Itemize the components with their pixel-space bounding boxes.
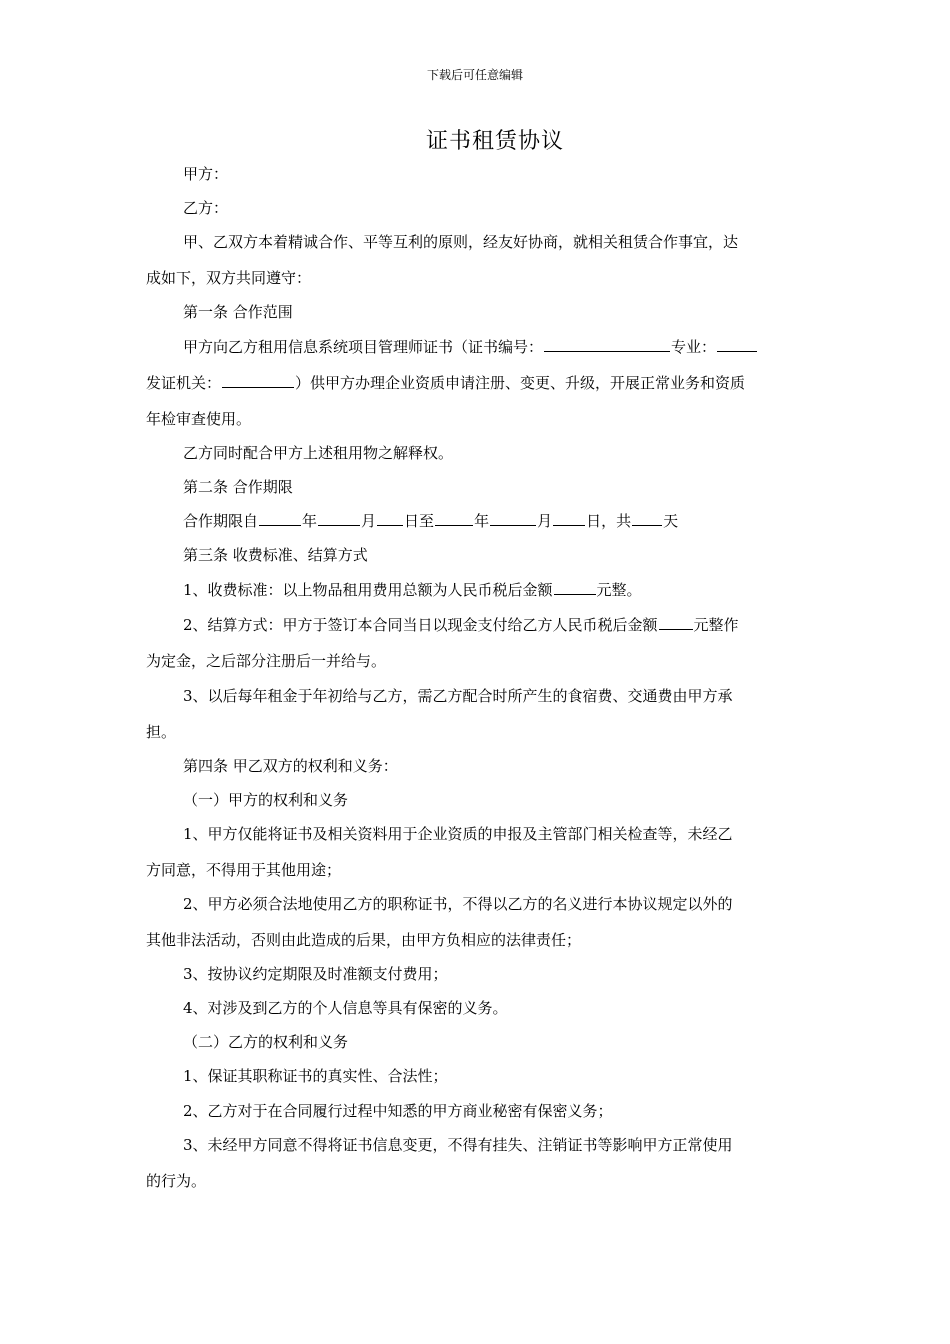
article-1-usage-text: ）供甲方办理企业资质申请注册、变更、升级，开展正常业务和资质 bbox=[295, 374, 746, 392]
article-1-line-1 bbox=[183, 337, 853, 357]
settlement-text: 2、结算方式：甲方于签订本合同当日以现金支付给乙方人民币税后金额 bbox=[183, 616, 658, 634]
party-b-duty-1: 1、保证其职称证书的真实性、合法性； bbox=[183, 1067, 448, 1085]
deposit-unit-text: 元整作 bbox=[693, 616, 739, 634]
period-start-label: 合作期限自 bbox=[183, 512, 259, 530]
article-1-line-3: 年检审查使用。 bbox=[146, 410, 252, 428]
article-3-item-3: 3、以后每年租金于年初给与乙方，需乙方配合时所产生的食宿费、交通费由甲方承 bbox=[183, 687, 733, 705]
month-label: 月 bbox=[537, 512, 553, 530]
fee-amount-blank[interactable] bbox=[554, 580, 596, 595]
article-3-item-1 bbox=[183, 580, 853, 600]
article-3-item-3-cont: 担。 bbox=[146, 723, 177, 741]
party-a-label: 甲方： bbox=[183, 165, 229, 183]
party-a-rights-heading: （一）甲方的权利和义务 bbox=[183, 791, 349, 809]
month-label: 月 bbox=[361, 512, 377, 530]
day-to-label: 日至 bbox=[404, 512, 435, 530]
start-day-blank[interactable] bbox=[377, 511, 403, 526]
party-a-duty-2-cont: 其他非法活动，否则由此造成的后果，由甲方负相应的法律责任； bbox=[146, 931, 582, 949]
issuing-authority-label: 发证机关： bbox=[146, 374, 222, 392]
intro-line-1: 甲、乙双方本着精诚合作、平等互利的原则，经友好协商，就相关租赁合作事宜，达 bbox=[183, 233, 739, 251]
article-2-heading: 第二条 合作期限 bbox=[183, 478, 293, 496]
major-blank[interactable] bbox=[717, 337, 757, 352]
article-4-heading: 第四条 甲乙双方的权利和义务： bbox=[183, 757, 398, 775]
party-a-duty-1: 1、甲方仅能将证书及相关资料用于企业资质的申报及主管部门相关检查等，未经乙 bbox=[183, 825, 733, 843]
party-b-rights-heading: （二）乙方的权利和义务 bbox=[183, 1033, 349, 1051]
article-1-text: 甲方向乙方租用信息系统项目管理师证书（证书编号： bbox=[183, 338, 544, 356]
end-year-blank[interactable] bbox=[435, 511, 473, 526]
party-b-duty-3: 3、未经甲方同意不得将证书信息变更，不得有挂失、注销证书等影响甲方正常使用 bbox=[183, 1136, 733, 1154]
days-label: 天 bbox=[663, 512, 679, 530]
party-a-duty-4: 4、对涉及到乙方的个人信息等具有保密的义务。 bbox=[183, 999, 508, 1017]
party-a-duty-3: 3、按协议约定期限及时准额支付费用； bbox=[183, 965, 448, 983]
article-3-item-2 bbox=[183, 615, 853, 635]
certificate-number-blank[interactable] bbox=[544, 337, 670, 352]
start-year-blank[interactable] bbox=[259, 511, 301, 526]
page-header-note: 下载后可任意编辑 bbox=[426, 68, 523, 82]
fee-unit-text: 元整。 bbox=[596, 581, 642, 599]
article-1-line-2 bbox=[146, 373, 816, 393]
party-b-label: 乙方： bbox=[183, 199, 229, 217]
end-day-blank[interactable] bbox=[553, 511, 585, 526]
deposit-amount-blank[interactable] bbox=[659, 615, 693, 630]
end-month-blank[interactable] bbox=[490, 511, 536, 526]
article-3-heading: 第三条 收费标准、结算方式 bbox=[183, 546, 368, 564]
article-2-period-line bbox=[183, 511, 853, 531]
party-a-duty-2: 2、甲方必须合法地使用乙方的职称证书，不得以乙方的名义进行本协议规定以外的 bbox=[183, 895, 733, 913]
party-b-duty-2: 2、乙方对于在合同履行过程中知悉的甲方商业秘密有保密义务； bbox=[183, 1102, 613, 1120]
article-1-heading: 第一条 合作范围 bbox=[183, 303, 293, 321]
fee-standard-text: 1、收费标准：以上物品租用费用总额为人民币税后金额 bbox=[183, 581, 553, 599]
document-title: 证书租赁协议 bbox=[425, 129, 564, 154]
intro-line-2: 成如下，双方共同遵守： bbox=[146, 269, 312, 287]
year-label: 年 bbox=[474, 512, 490, 530]
start-month-blank[interactable] bbox=[318, 511, 360, 526]
issuing-authority-blank[interactable] bbox=[222, 373, 294, 388]
article-3-item-2-cont: 为定金，之后部分注册后一并给与。 bbox=[146, 652, 387, 670]
party-a-duty-1-cont: 方同意，不得用于其他用途； bbox=[146, 861, 342, 879]
total-days-blank[interactable] bbox=[632, 511, 662, 526]
year-label: 年 bbox=[302, 512, 318, 530]
party-b-duty-3-cont: 的行为。 bbox=[146, 1172, 207, 1190]
article-1-line-4: 乙方同时配合甲方上述租用物之解释权。 bbox=[183, 444, 454, 462]
day-total-label: 日，共 bbox=[586, 512, 632, 530]
major-label: 专业： bbox=[671, 338, 717, 356]
